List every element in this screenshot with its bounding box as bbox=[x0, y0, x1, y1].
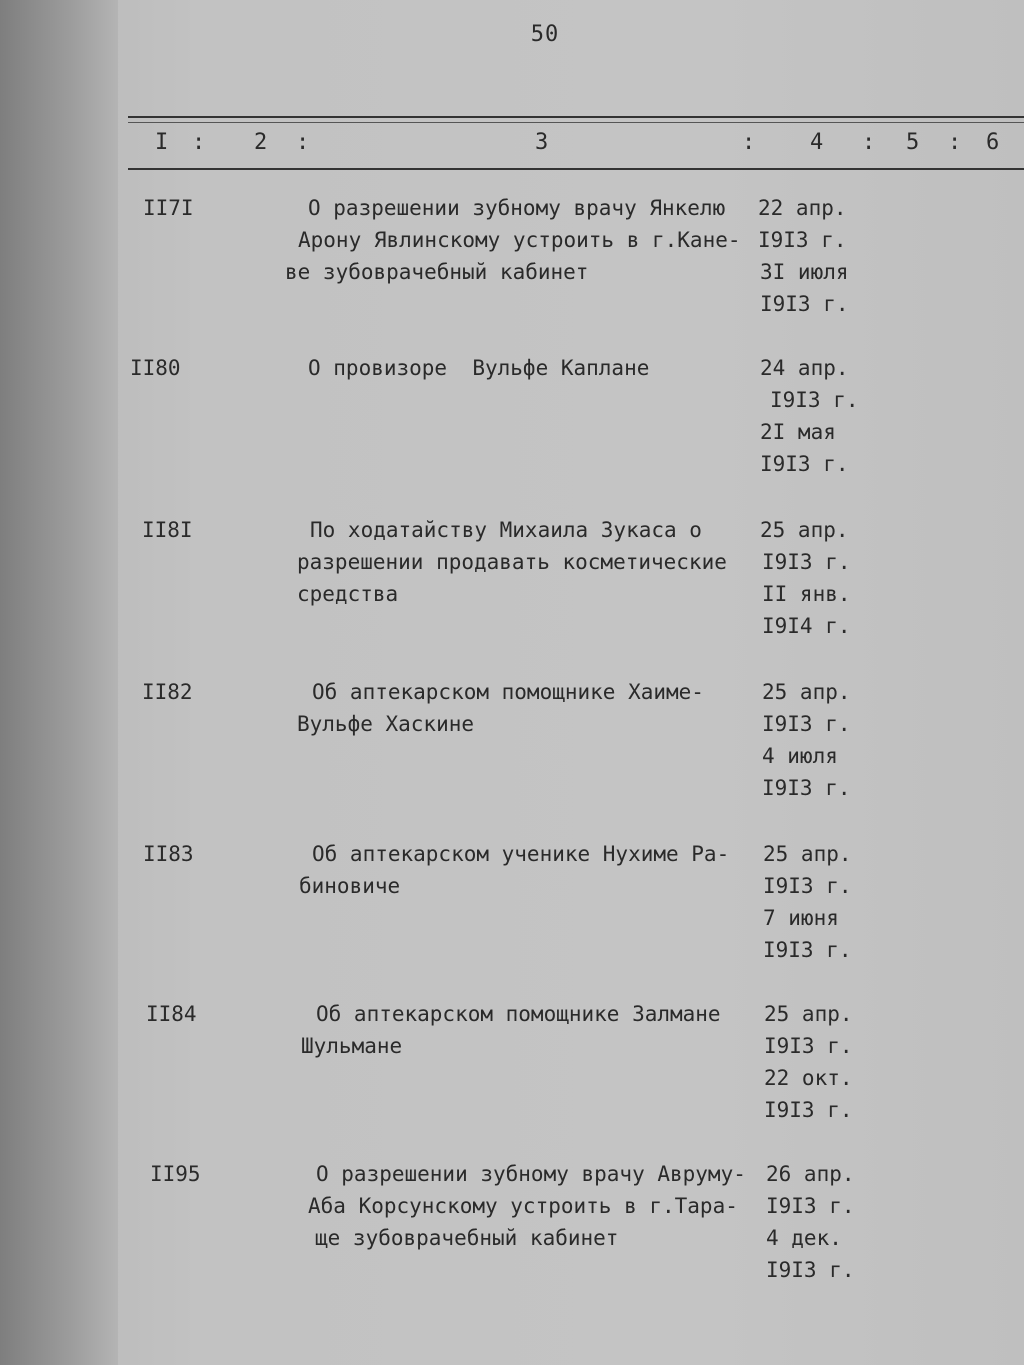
column-header-2: 2 bbox=[254, 130, 268, 155]
entry-date-line: I9I4 г. bbox=[762, 614, 851, 638]
entry-date-line: 22 апр. bbox=[758, 196, 847, 220]
column-header-1: I bbox=[155, 130, 169, 155]
column-separator: : bbox=[742, 130, 756, 155]
entry-date-line: I9I3 г. bbox=[762, 712, 851, 736]
entry-title-line: Об аптекарском помощнике Хаиме- bbox=[312, 680, 704, 704]
entry-number: II82 bbox=[142, 680, 193, 704]
entry-number: II83 bbox=[143, 842, 194, 866]
entry-title-line: Арону Явлинскому устроить в г.Кане- bbox=[298, 228, 741, 252]
entry-title-line: Об аптекарском ученике Нухиме Ра- bbox=[312, 842, 730, 866]
column-header-4: 4 bbox=[810, 130, 824, 155]
entry-number: II7I bbox=[143, 196, 194, 220]
entry-title-line: биновиче bbox=[299, 874, 401, 898]
entry-title-line: О провизоре Вульфе Каплане bbox=[308, 356, 650, 380]
entry-number: II8I bbox=[142, 518, 193, 542]
entry-number: II95 bbox=[150, 1162, 201, 1186]
page-number: 50 bbox=[530, 22, 560, 47]
entry-date-line: 22 окт. bbox=[764, 1066, 853, 1090]
column-separator: : bbox=[192, 130, 206, 155]
entry-date-line: I9I3 г. bbox=[763, 874, 852, 898]
entry-date-line: I9I3 г. bbox=[758, 228, 847, 252]
entry-title-line: ве зубоврачебный кабинет bbox=[285, 260, 589, 284]
entry-date-line: 25 апр. bbox=[760, 518, 849, 542]
entry-date-line: I9I3 г. bbox=[762, 550, 851, 574]
entry-date-line: I9I3 г. bbox=[760, 292, 849, 316]
entry-date-line: 2I мая bbox=[760, 420, 836, 444]
entry-date-line: 4 июля bbox=[762, 744, 838, 768]
column-header-3: 3 bbox=[535, 130, 549, 155]
entry-date-line: I9I3 г. bbox=[763, 938, 852, 962]
entry-title-line: По ходатайству Михаила Зукаса о bbox=[310, 518, 702, 542]
entry-title-line: Шульмане bbox=[301, 1034, 403, 1058]
entry-date-line: 7 июня bbox=[763, 906, 839, 930]
entry-date-line: I9I3 г. bbox=[764, 1034, 853, 1058]
column-separator: : bbox=[296, 130, 310, 155]
column-separator: : bbox=[948, 130, 962, 155]
entry-title-line: разрешении продавать косметические bbox=[297, 550, 727, 574]
entry-date-line: 3I июля bbox=[760, 260, 849, 284]
entry-title-line: средства bbox=[297, 582, 399, 606]
entry-title-line: О разрешении зубному врачу Авруму- bbox=[316, 1162, 746, 1186]
column-separator: : bbox=[862, 130, 876, 155]
entry-date-line: 4 дек. bbox=[766, 1226, 842, 1250]
column-header-5: 5 bbox=[906, 130, 920, 155]
column-header-6: 6 bbox=[986, 130, 1000, 155]
table-top-rule-inner bbox=[128, 122, 1024, 123]
entry-title-line: Вульфе Хаскине bbox=[297, 712, 475, 736]
binding-shadow bbox=[0, 0, 118, 1365]
entry-date-line: II янв. bbox=[762, 582, 851, 606]
entry-date-line: I9I3 г. bbox=[766, 1194, 855, 1218]
entry-date-line: I9I3 г. bbox=[764, 1098, 853, 1122]
entry-date-line: 26 апр. bbox=[766, 1162, 855, 1186]
entry-date-line: 25 апр. bbox=[762, 680, 851, 704]
entry-date-line: 25 апр. bbox=[764, 1002, 853, 1026]
entry-title-line: ще зубоврачебный кабинет bbox=[315, 1226, 619, 1250]
entry-date-line: I9I3 г. bbox=[766, 1258, 855, 1282]
table-header-rule bbox=[128, 168, 1024, 170]
entry-title-line: Аба Корсунскому устроить в г.Тара- bbox=[308, 1194, 738, 1218]
entry-title-line: О разрешении зубному врачу Янкелю bbox=[308, 196, 726, 220]
entry-date-line: 25 апр. bbox=[763, 842, 852, 866]
entry-number: II84 bbox=[146, 1002, 197, 1026]
entry-date-line: I9I3 г. bbox=[770, 388, 859, 412]
entry-date-line: I9I3 г. bbox=[760, 452, 849, 476]
table-top-rule bbox=[128, 116, 1024, 118]
entry-title-line: Об аптекарском помощнике Залмане bbox=[316, 1002, 721, 1026]
entry-date-line: 24 апр. bbox=[760, 356, 849, 380]
entry-date-line: I9I3 г. bbox=[762, 776, 851, 800]
entry-number: II80 bbox=[130, 356, 181, 380]
